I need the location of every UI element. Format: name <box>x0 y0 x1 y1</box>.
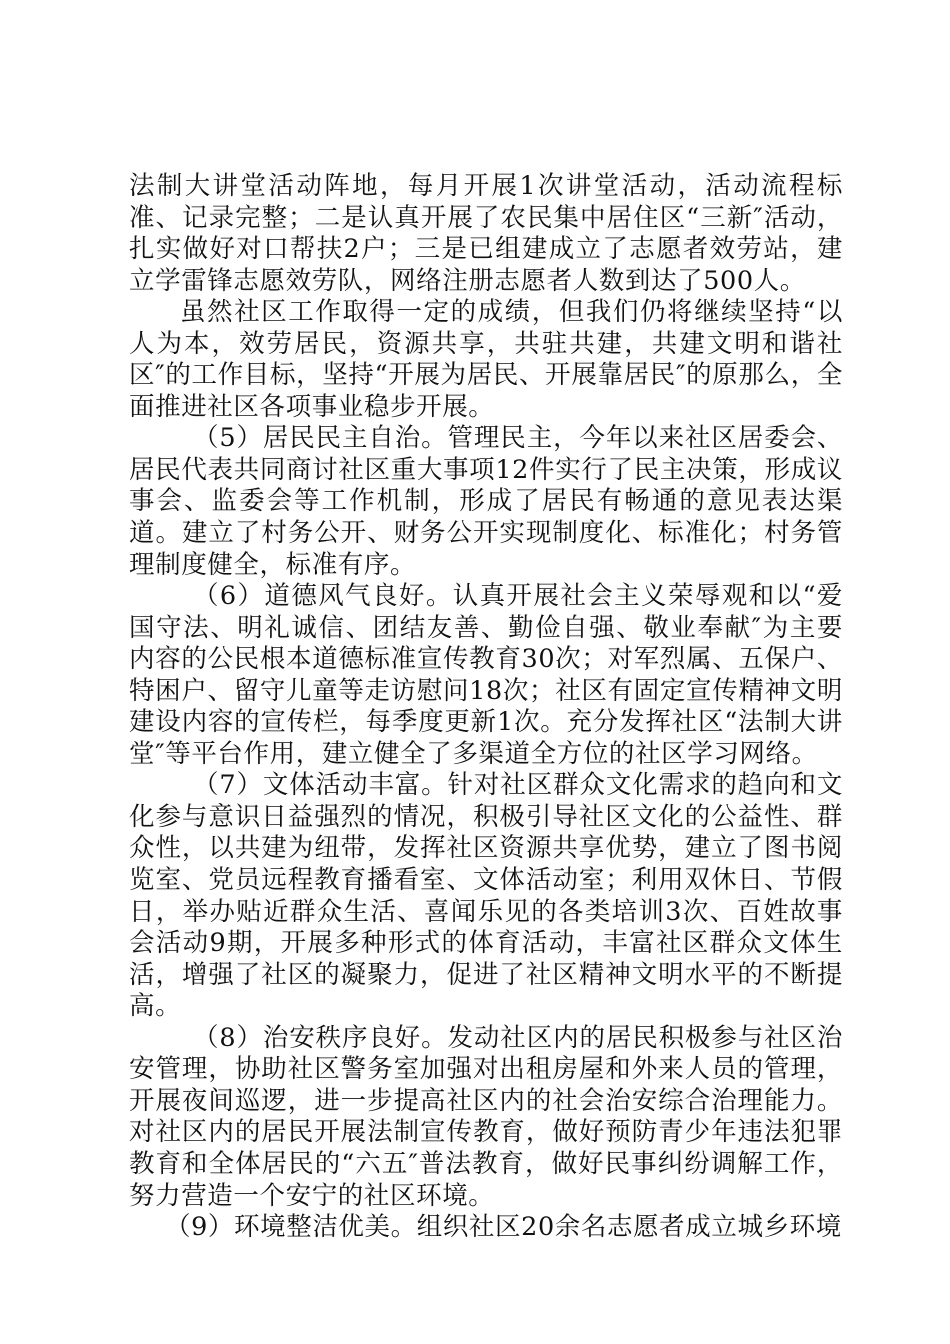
paragraph-item-8: （8）治安秩序良好。发动社区内的居民积极参与社区治安管理，协助社区警务室加强对出租房屋和外来人员的管理，开展夜间巡逻，进一步提高社区内的社会治安综合治理能力。对社区内的居民开展法制宣传教育，做好预防青少年违法犯罪教育和全体居民的“六五″普法教育，做好民事纠纷调解工作，努力营造一个安宁的社区环境。 <box>129 1022 843 1211</box>
paragraph-item-9: （9）环境整洁优美。组织社区20余名志愿者成立城乡环境 <box>165 1212 842 1243</box>
paragraph-item-7: （7）文体活动丰富。针对社区群众文化需求的趋向和文化参与意识日益强烈的情况，积极引导社区文化的公益性、群众性，以共建为纽带，发挥社区资源共享优势，建立了图书阅览室、党员远程教育播看室、文体活动室；利用双休日、节假日，举办贴近群众生活、喜闻乐见的各类培训3次、百姓故事会活动9期，开展多种形式的体育活动，丰富社区群众文体生活，增强了社区的凝聚力，促进了社区精神文明水平的不断提高。 <box>129 770 843 1022</box>
paragraph-continuation: 法制大讲堂活动阵地，每月开展1次讲堂活动，活动流程标准、记录完整；二是认真开展了农民集中居住区“三新″活动，扎实做好对口帮扶2户；三是已组建成立了志愿者效劳站，建立学雷锋志愿效劳队，网络注册志愿者人数到达了500人。 <box>129 171 843 296</box>
paragraph-item-5: （5）居民民主自治。管理民主，今年以来社区居委会、居民代表共同商讨社区重大事项12件实行了民主决策，形成议事会、监委会等工作机制，形成了居民有畅通的意见表达渠道。建立了村务公开、财务公开实现制度化、标准化；村务管理制度健全，标准有序。 <box>129 423 843 580</box>
document-body <box>129 171 843 1244</box>
paragraph-item-6: （6）道德风气良好。认真开展社会主义荣辱观和以“爱国守法、明礼诚信、团结友善、勤俭自强、敬业奉献″为主要内容的公民根本道德标准宣传教育30次；对军烈属、五保户、特困户、留守儿童等走访慰问18次；社区有固定宣传精神文明建设内容的宣传栏，每季度更新1次。充分发挥社区“法制大讲堂″等平台作用，建立健全了多渠道全方位的社区学习网络。 <box>129 581 843 769</box>
paragraph-summary: 虽然社区工作取得一定的成绩，但我们仍将继续坚持“以人为本，效劳居民，资源共享，共驻共建，共建文明和谐社区″的工作目标，坚持“开展为居民、开展靠居民″的原那么，全面推进社区各项事业稳步开展。 <box>129 297 843 422</box>
